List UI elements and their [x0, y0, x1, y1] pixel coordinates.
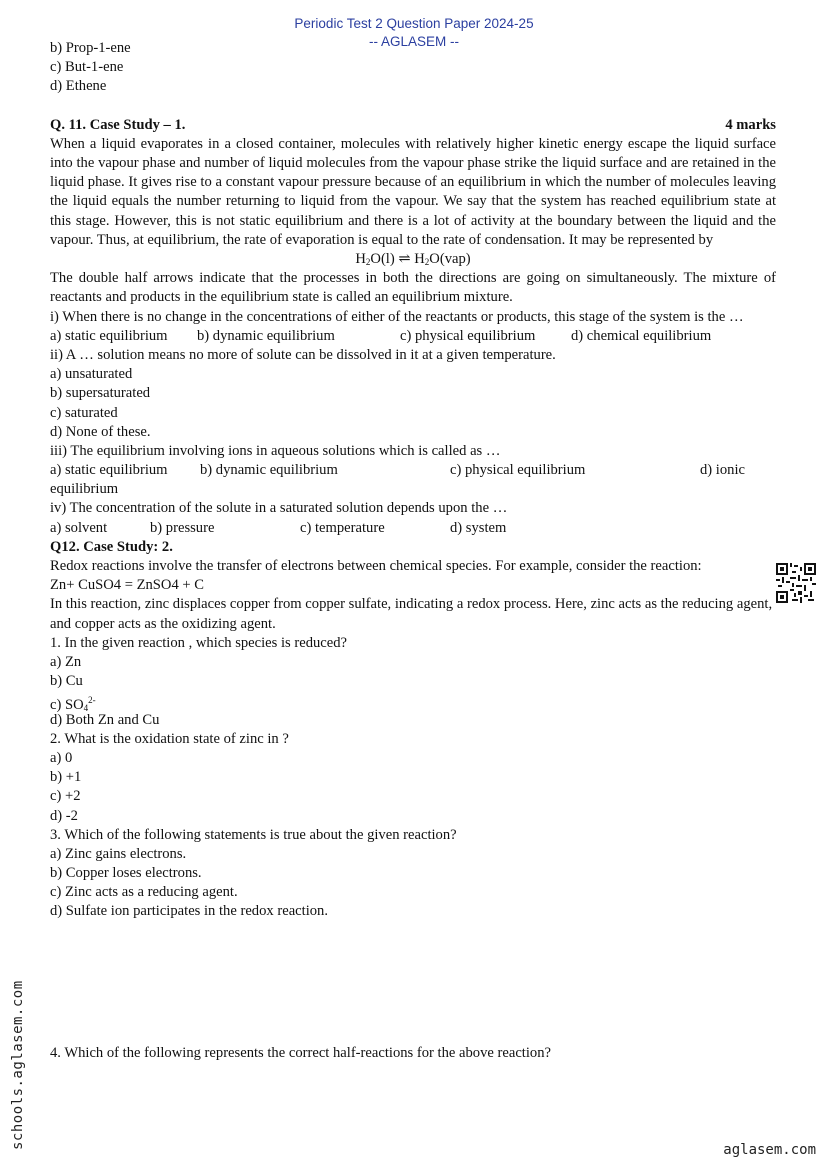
qr-code-icon — [776, 563, 816, 603]
header-title: Periodic Test 2 Question Paper 2024-25 — [294, 16, 534, 31]
option-a: a) unsaturated — [50, 366, 133, 383]
option-d: d) system — [450, 519, 507, 536]
option-c: c) $SO_4^{2-}$ — [50, 695, 96, 714]
option-b: b) +1 — [50, 769, 82, 786]
option-d-continued: equilibrium — [50, 481, 119, 498]
option-d: d) chemical equilibrium — [571, 327, 712, 344]
option-b: b) dynamic equilibrium — [200, 462, 338, 479]
q11-heading — [50, 116, 776, 135]
option-d: d) None of these. — [50, 423, 151, 440]
q12-q2: 2. What is the oxidation state of zinc in ? — [50, 730, 289, 747]
q12-equation: Zn+ CuSO4 = ZnSO4 + C — [50, 577, 205, 594]
option-c: c) saturated — [50, 404, 118, 421]
q11-marks: 4 marks — [725, 116, 776, 133]
option-c: c) But-1-ene — [50, 59, 124, 76]
option-c: c) Zinc acts as a reducing agent. — [50, 884, 238, 901]
option-b: b) Copper loses electrons. — [50, 865, 202, 882]
q11-passage-2: The double half arrows indicate that the processes in both the directions are going on simultaneously. The mixture of reactants and products in the equilibrium state is called an equilibrium mixture. — [50, 270, 776, 306]
q11-passage: When a liquid evaporates in a closed container, molecules with relatively higher kinetic energy escape the liquid surface into the vapour phase and number of liquid molecules from the vapour phase strike the liquid surface and are retained in the liquid phase. It gives rise to a constant vapour pressure because of an equilibrium in which the number of molecules leaving the liquid equals the number returning to liquid from the vapour. We say that the system has reached equilibrium state at this stage. However, this is not static equilibrium and there is a lot of activity at the boundary between the liquid and the vapour. Thus, at equilibrium, the rate of evaporation is equal to the rate of condensation. It may be represented by — [50, 135, 776, 248]
option-d: d) Sulfate ion participates in the redox reaction. — [50, 903, 328, 920]
q11-sub3-question: iii) The equilibrium involving ions in aqueous solutions which is called as … — [50, 442, 501, 459]
q12-passage-2: In this reaction, zinc displaces copper from copper sulfate, indicating a redox process. Here, zinc acts as the reducing agent, and copper acts as the oxidizing agent. — [50, 596, 773, 632]
q12-q3: 3. Which of the following statements is true about the given reaction? — [50, 826, 457, 843]
q11-sub1-question: i) When there is no change in the concentrations of either of the reactants or products, this stage of the system is the … — [50, 308, 744, 325]
option-a: a) solvent — [50, 519, 108, 536]
option-b: b) Prop-1-ene — [50, 40, 131, 56]
option-d: d) Both Zn and Cu — [50, 711, 160, 728]
q12-q4: 4. Which of the following represents the correct half-reactions for the above reaction? — [50, 1044, 551, 1061]
option-b: b) supersaturated — [50, 385, 151, 402]
header-subtitle: -- AGLASEM -- — [368, 34, 459, 49]
option-a: a) static equilibrium — [50, 462, 168, 479]
option-a: a) Zn — [50, 654, 82, 670]
question-content — [50, 39, 776, 1063]
option-c: c) temperature — [300, 519, 385, 536]
bottom-watermark: aglasem.com — [723, 1142, 816, 1158]
option-d: d) Ethene — [50, 78, 107, 95]
option-a: a) static equilibrium — [50, 327, 168, 344]
q11-equation: $H_2O(l)$ ⇌ $H_2O(vap)$ — [355, 250, 471, 267]
q12-q1: 1. In the given reaction , which species is reduced? — [50, 634, 348, 651]
side-watermark: schools.aglasem.com — [10, 980, 26, 1150]
option-b: b) Cu — [50, 673, 83, 690]
option-a: a) Zinc gains electrons. — [50, 845, 187, 862]
q11-sub2-question: ii) A … solution means no more of solute can be dissolved in it at a given temperature. — [50, 346, 556, 363]
q11-sub3-options — [50, 461, 776, 480]
option-c: c) physical equilibrium — [450, 462, 586, 479]
q11-sub1-options — [50, 327, 776, 346]
q12-passage: Redox reactions involve the transfer of electrons between chemical species. For example, consider the reaction: — [50, 558, 702, 575]
option-d: d) -2 — [50, 807, 78, 824]
option-d: d) ionic — [700, 462, 745, 479]
option-b: b) pressure — [150, 519, 215, 536]
option-a: a) 0 — [50, 749, 73, 766]
option-c: c) physical equilibrium — [400, 327, 536, 344]
q12-title: Q12. Case Study: 2. — [50, 538, 173, 555]
option-b: b) dynamic equilibrium — [197, 327, 335, 344]
q11-sub4-question: iv) The concentration of the solute in a saturated solution depends upon the … — [50, 500, 508, 517]
q11-title: Q. 11. Case Study – 1. — [50, 116, 186, 133]
option-c: c) +2 — [50, 788, 81, 805]
q11-sub4-options — [50, 519, 776, 538]
